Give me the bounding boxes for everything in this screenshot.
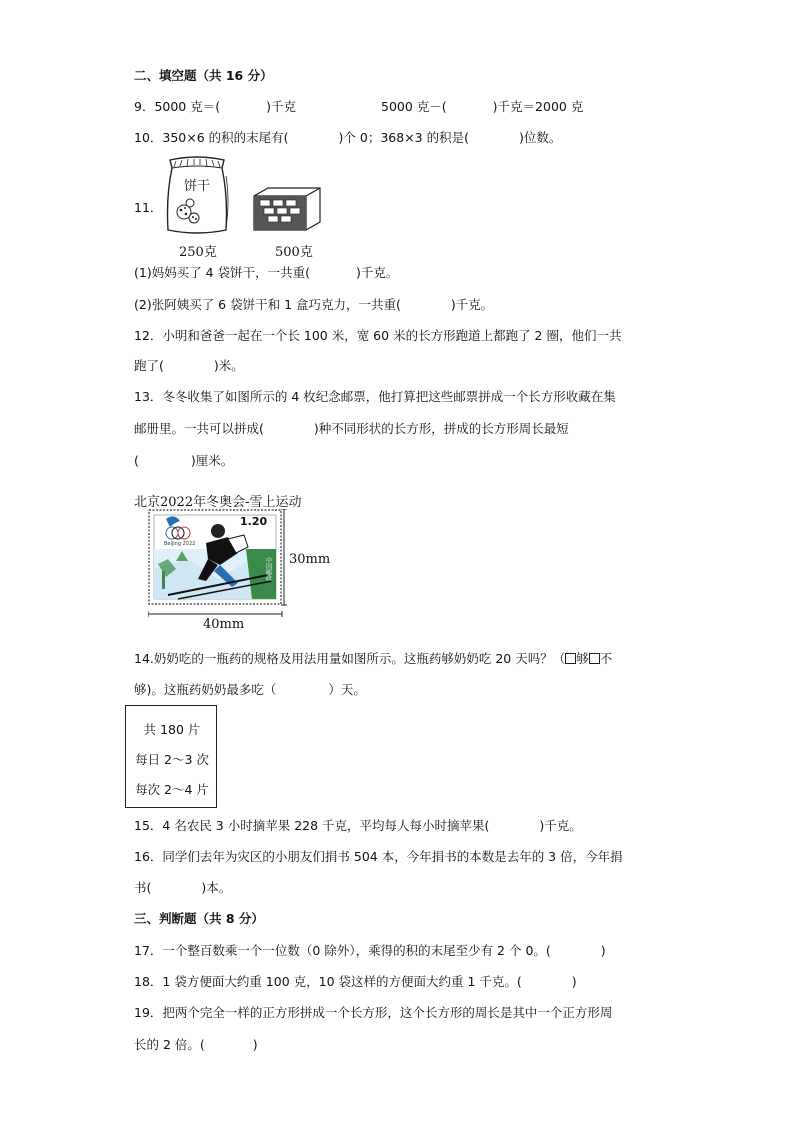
chocolate-weight-label: 500克 (275, 245, 313, 260)
question-9 (134, 98, 296, 116)
medicine-label-box (125, 705, 217, 808)
stamp-width-label: 40mm (203, 617, 245, 632)
q9-part-c: 5000 克－( (381, 99, 447, 114)
q19-text-b: ) (252, 1037, 258, 1052)
q14-option-enough: 够 (576, 651, 589, 666)
q15-text-a: 15．4 名农民 3 小时摘苹果 228 千克，平均每人每小时摘苹果( (134, 818, 490, 833)
stamp-height-label: 30mm (289, 552, 331, 567)
q10-part-c: )位数。 (519, 130, 562, 145)
q13-text-c: ( (134, 453, 139, 468)
q10-number: 10． (134, 130, 163, 145)
q11-number: 11． (134, 200, 163, 215)
question-10 (134, 129, 561, 147)
q11-sub2 (134, 296, 493, 314)
q18-text-a: 18．1 袋方便面大约重 100 克，10 袋这样的方便面大约重 1 千克。( (134, 974, 522, 989)
stamp-caption: 北京2022年冬奥会-雪上运动 (134, 495, 302, 510)
question-17 (134, 942, 606, 960)
q9-number: 9． (134, 99, 155, 114)
q14-option-not: 不 (599, 651, 613, 666)
q13-line2 (134, 420, 569, 438)
q10-part-a: 350×6 的积的末尾有( (162, 130, 289, 145)
medicine-daily-times: 每日 2～3 次 (135, 752, 209, 767)
question-9-second (381, 98, 583, 116)
q10-part-b: )个 0；368×3 的积是( (338, 130, 469, 145)
chocolate-box-image (250, 186, 324, 232)
q11-sub2-text-b: )千克。 (450, 297, 494, 312)
stamp-value: 1.20 (240, 515, 268, 528)
q15-text-b: )千克。 (539, 818, 582, 833)
q14-checkbox-not-enough[interactable] (589, 653, 600, 664)
question-18 (134, 973, 577, 991)
q19-line1: 19．把两个完全一样的正方形拼成一个长方形，这个长方形的周长是其中一个正方形周 (134, 1005, 613, 1020)
biscuit-bag-label: 饼干 (184, 179, 211, 194)
q12-line1: 12．小明和爸爸一起在一个长 100 米，宽 60 米的长方形跑道上都跑了 2 圈，他们一共 (134, 328, 622, 343)
q16-text-b: )本。 (201, 880, 232, 895)
q16-line2 (134, 879, 231, 897)
q13-text-d: )厘米。 (190, 453, 234, 468)
q13-text-b: )种不同形状的长方形，拼成的长方形周长最短 (313, 421, 569, 436)
q14-text-c: ）天。 (328, 682, 366, 697)
q12-text-a: 跑了( (134, 358, 164, 373)
q11-sub1-text-a: (1)妈妈买了 4 袋饼干，一共重( (134, 265, 310, 280)
q14-text-b: 够)。这瓶药奶奶最多吃（ (134, 682, 277, 697)
q13-line1: 13．冬冬收集了如图所示的 4 枚纪念邮票，他打算把这些邮票拼成一个长方形收藏在集 (134, 389, 616, 404)
q16-line1: 16．同学们去年为灾区的小朋友们捐书 504 本，今年捐书的本数是去年的 3 倍，今年捐 (134, 849, 623, 864)
medicine-dose: 每次 2～4 片 (135, 782, 209, 797)
q9-part-d: )千克＝2000 克 (492, 99, 584, 114)
biscuit-weight-label: 250克 (179, 245, 217, 260)
medicine-total: 共 180 片 (143, 722, 201, 737)
section-title-judgment: 三、判断题（共 8 分） (134, 911, 264, 926)
stamp-dimension-lines (148, 509, 288, 624)
q11-sub2-text-a: (2)张阿姨买了 6 袋饼干和 1 盒巧克力，一共重( (134, 297, 401, 312)
q9-part-b: )千克 (266, 99, 297, 114)
q14-text-a: 14.奶奶吃的一瓶药的规格及用法用量如图所示。这瓶药够奶奶吃 20 天吗？（ (134, 651, 566, 666)
q14-line2 (134, 681, 366, 699)
q12-line2 (134, 357, 244, 375)
q17-text-b: ) (600, 943, 606, 958)
biscuit-bag-image (164, 156, 230, 236)
q11-sub1 (134, 264, 398, 282)
q16-text-a: 书( (134, 880, 152, 895)
q13-line3 (134, 452, 233, 470)
q14-line1 (134, 650, 612, 668)
q11-sub1-text-b: )千克。 (355, 265, 399, 280)
q13-text-a: 邮册里。一共可以拼成( (134, 421, 264, 436)
q9-part-a: 5000 克＝( (154, 99, 221, 114)
q14-checkbox-enough[interactable] (565, 653, 576, 664)
stamp-logo-text: Beijing 2022 (164, 541, 196, 547)
q18-text-b: ) (571, 974, 577, 989)
q19-text-a: 长的 2 倍。( (134, 1037, 205, 1052)
q17-text-a: 17．一个整百数乘一个一位数（0 除外），乘得的积的末尾至少有 2 个 0。( (134, 943, 551, 958)
section-title-fill-in: 二、填空题（共 16 分） (134, 68, 273, 83)
stamp-country: 中国邮政 (264, 557, 272, 581)
q12-text-b: )米。 (213, 358, 244, 373)
q19-line2 (134, 1036, 258, 1054)
question-15 (134, 817, 582, 835)
